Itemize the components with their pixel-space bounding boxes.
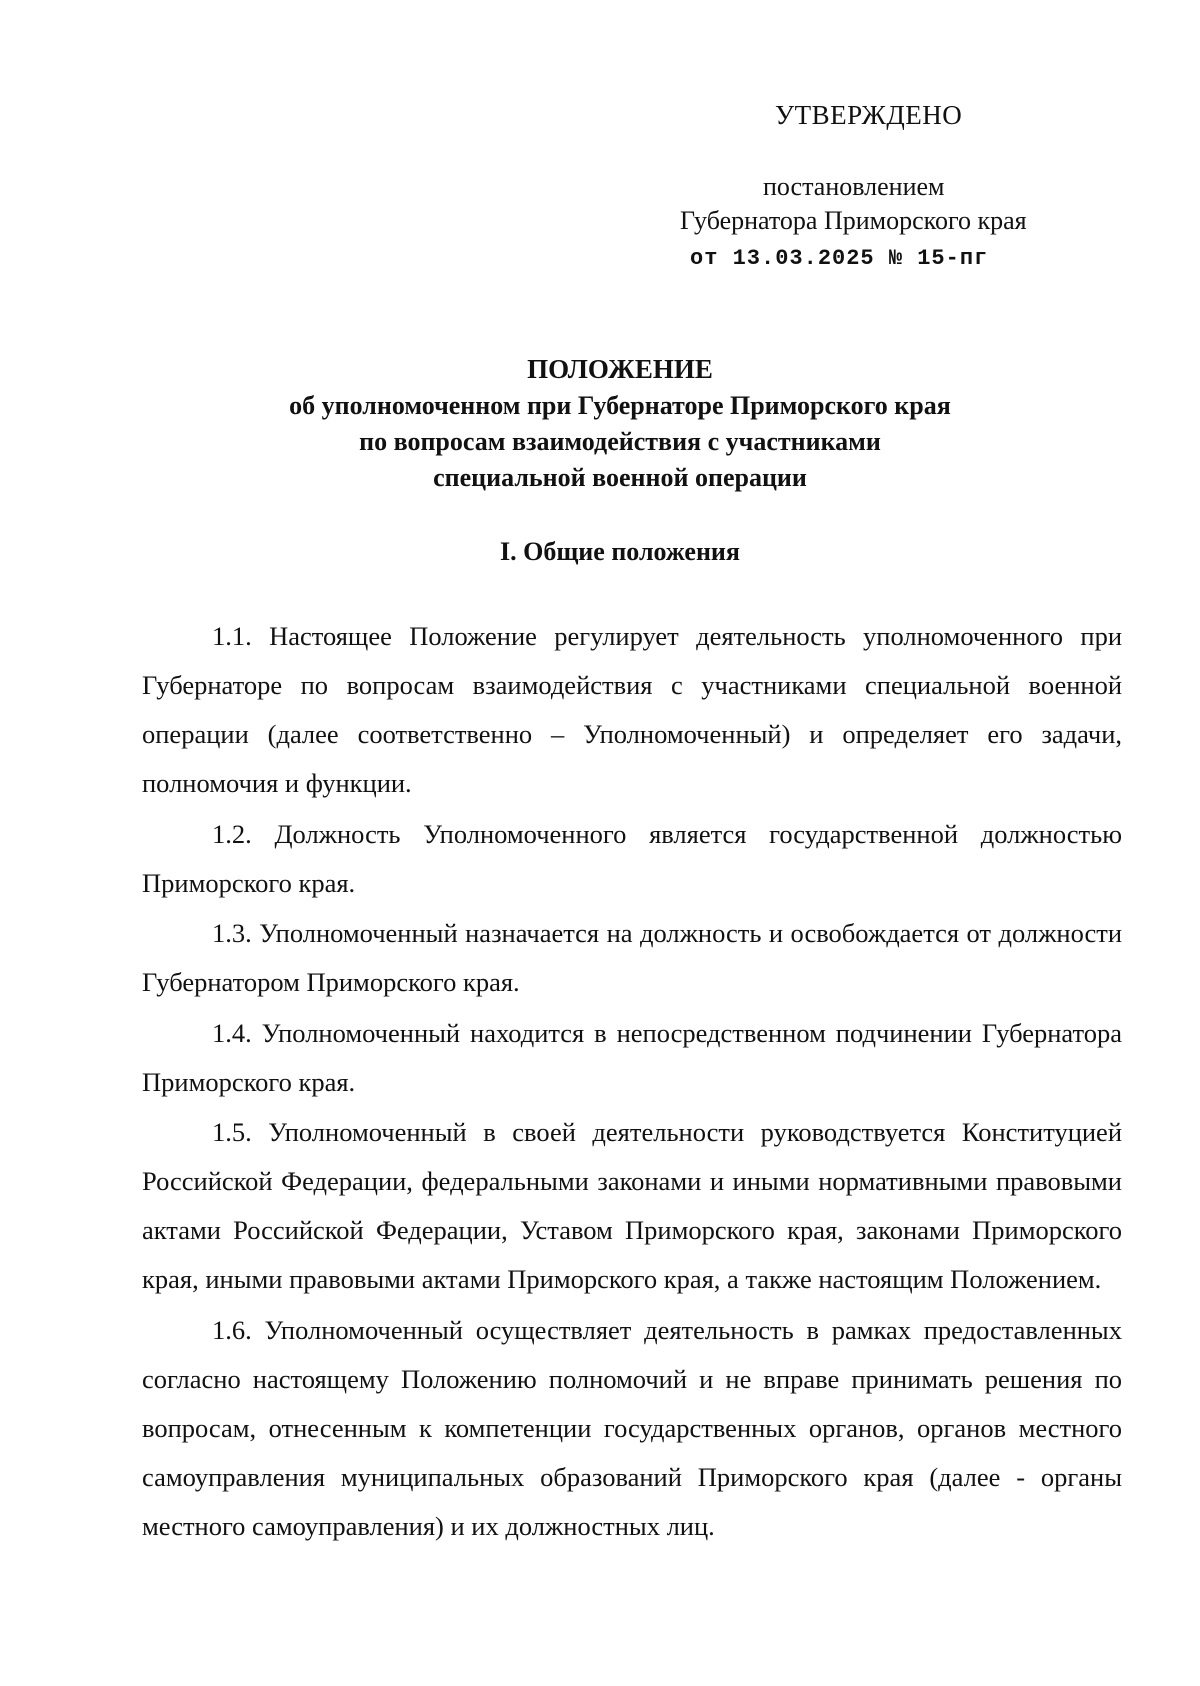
- document-heading: [0, 350, 1200, 496]
- document-subtitle-line-2: по вопросам взаимодействия с участниками: [359, 427, 881, 456]
- paragraph-1-5: 1.5. Уполномоченный в своей деятельности руководствуется Конституцией Российской Федерации, федеральными законами и иными нормативными правовыми актами Российской Федерации, Уставом Приморского края, законами Приморского края, иными правовыми актами Приморского края, а также настоящим Положением.: [142, 1117, 1122, 1294]
- paragraph-1-2: 1.2. Должность Уполномоченного является государственной должностью Приморского края.: [142, 818, 1122, 898]
- document-subtitle-line-1: об уполномоченном при Губернаторе Приморского края: [289, 391, 951, 420]
- document-title: ПОЛОЖЕНИЕ: [527, 354, 713, 384]
- approval-authority: Губернатора Приморского края: [680, 206, 1027, 235]
- paragraph-1-1: 1.1. Настоящее Положение регулирует деятельность уполномоченного при Губернаторе по вопросам взаимодействия с участниками специальной военной операции (далее соответственно – Уполномоченный) и определяет его задачи, полномочия и функции.: [142, 621, 1122, 798]
- paragraph-1-4: 1.4. Уполномоченный находится в непосредственном подчинении Губернатора Приморского края.: [142, 1017, 1122, 1097]
- approval-decree-label: постановлением: [763, 172, 945, 201]
- document-body: [142, 612, 1122, 1552]
- approval-date-number: от 13.03.2025 № 15-пг: [690, 246, 989, 271]
- paragraph-1-6: 1.6. Уполномоченный осуществляет деятельность в рамках предоставленных согласно настоящему Положению полномочий и не вправе принимать решения по вопросам, отнесенным к компетенции государственных органов, органов местного самоуправления муниципальных образований Приморского края (далее - органы местного самоуправления) и их должностных лиц.: [142, 1314, 1122, 1541]
- document-subtitle-line-3: специальной военной операции: [433, 463, 807, 492]
- approved-stamp-title: УТВЕРЖДЕНО: [775, 100, 963, 130]
- section-heading: I. Общие положения: [500, 537, 740, 566]
- paragraph-1-3: 1.3. Уполномоченный назначается на должность и освобождается от должности Губернатором Приморского края.: [142, 918, 1122, 997]
